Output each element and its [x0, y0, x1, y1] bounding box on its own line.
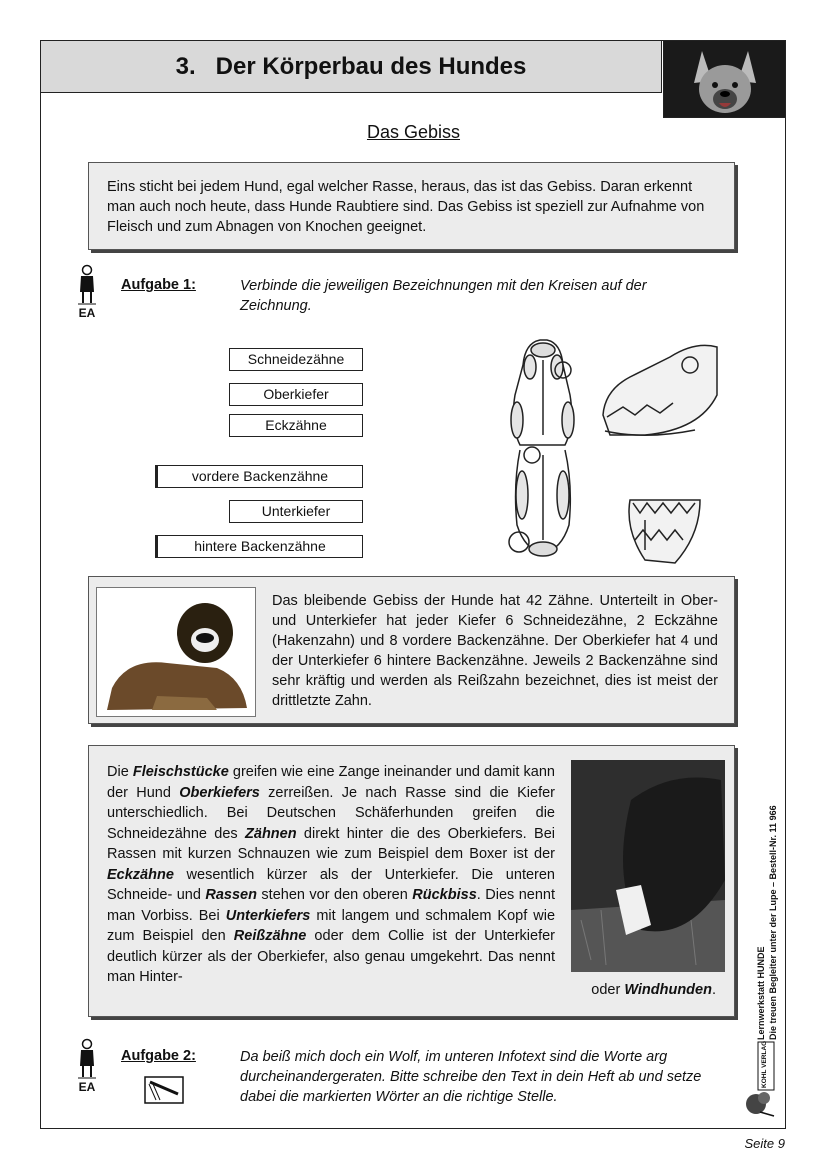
label-unterkiefer: Unterkiefer — [229, 500, 363, 523]
skull-drawing — [495, 335, 725, 567]
label-hintere-backenzaehne: hintere Backenzähne — [155, 535, 363, 558]
label-oberkiefer: Oberkiefer — [229, 383, 363, 406]
ea-badge: EA — [78, 306, 96, 320]
section-subtitle: Das Gebiss — [366, 122, 461, 142]
marked-word: Rückbiss — [412, 887, 477, 903]
info-box-teeth — [88, 576, 735, 724]
marked-word: Oberkiefers — [179, 784, 260, 801]
marked-word: Fleischstücke — [132, 764, 229, 780]
info-text-teeth: Das bleibende Gebiss der Hunde hat 42 Zähne. Unterteilt in Ober- und Unterkiefer hat jeder Kiefer 6 Schneidezähne, 2 Eckzähne (Hakenzahn) und 8 vordere Backenzähne. Der Oberkiefer hat 4 und der Unterkiefer 6 hintere Backenzähne. Jeweils 2 Backenzähne sind sehr kräftig und werden als Reißzahn bezeichnet, dies ist meist der drittletzte Zahn. — [272, 593, 718, 709]
page-title — [41, 41, 662, 93]
pen-icon — [144, 1076, 184, 1104]
publisher-logo — [744, 1040, 778, 1118]
page-number: Seite 9 — [744, 1136, 785, 1151]
marked-word: Unterkiefers — [225, 907, 311, 924]
task2-text: Da beiß mich doch ein Wolf, im unteren Infotext sind die Worte arg durcheinandergeraten. Bitte schreibe den Text in dein Heft ab und setze dabei die markierten Wörter an die richtige Stelle. — [240, 1049, 702, 1105]
label-vordere-backenzaehne: vordere Backenzähne — [155, 465, 363, 488]
side-line-2: Die treuen Begleiter unter der Lupe – Bestell-Nr. 11 966 — [768, 805, 778, 1040]
side-line-1: Lernwerkstatt HUNDE — [756, 946, 766, 1040]
shepherd-photo — [663, 41, 785, 118]
info-text-tail: oder Windhunden. — [591, 982, 716, 998]
chapter-title: Der Körperbau des Hundes — [215, 52, 527, 80]
dog-bone-photo — [571, 760, 725, 972]
side-publisher-info — [748, 770, 788, 1040]
task1-label: Aufgabe 1: — [121, 277, 196, 293]
ea-badge: EA — [78, 1080, 96, 1094]
label-schneidezaehne: Schneidezähne — [229, 348, 363, 371]
marked-word: Windhunden — [624, 982, 712, 998]
intro-text: Eins sticht bei jedem Hund, egal welcher Rasse, heraus, das ist das Gebiss. Daran erkennt man auch noch heute, dass Hunde Raubtiere sind. Das Gebiss ist speziell zur Aufnahme von Fleisch und zum Abnagen von Knochen geeignet. — [107, 179, 705, 235]
task1-text: Verbinde die jeweiligen Bezeichnungen mit den Kreisen auf der Zeichnung. — [240, 278, 647, 314]
info-box-jaws — [88, 745, 735, 1017]
marked-word: Zähnen — [245, 825, 297, 842]
marked-word: Reißzähne — [233, 928, 307, 944]
mastiff-photo — [96, 587, 256, 717]
person-icon — [72, 264, 102, 320]
marked-word: Rassen — [205, 887, 257, 903]
chapter-number: 3. — [175, 52, 196, 80]
label-eckzaehne: Eckzähne — [229, 414, 363, 437]
info-text-jaws: Die Fleischstücke greifen wie eine Zange ineinander und damit kann der Hund Oberkiefers zerreißen. Je nach Rasse sind die Kiefer unterschiedlich. Bei Deutschen Schäferhunden greifen die Schneidezähne des Zähnen direkt hinter die des Oberkiefers. Bei Rassen mit kurzen Schnauzen wie zum Beispiel dem Boxer ist der Eckzähne wesentlich kürzer als der Unterkiefer. Die unteren Schneide- und Rassen stehen vor den oberen Rückbiss. Dies nennt man Vorbiss. Bei Unterkiefers mit langem und schmalem Kopf wie zum Beispiel den Reißzähne oder dem Collie ist der Unterkiefer deutlich kürzer als der Oberkiefer, also genau umgekehrt. Das nennt man Hinter- — [107, 764, 556, 985]
marked-word: Eckzähne — [107, 866, 174, 883]
intro-box — [88, 162, 735, 250]
person-icon — [72, 1038, 102, 1094]
publisher-name: KOHL VERLAG — [761, 1040, 768, 1088]
task2-label: Aufgabe 2: — [121, 1048, 196, 1064]
